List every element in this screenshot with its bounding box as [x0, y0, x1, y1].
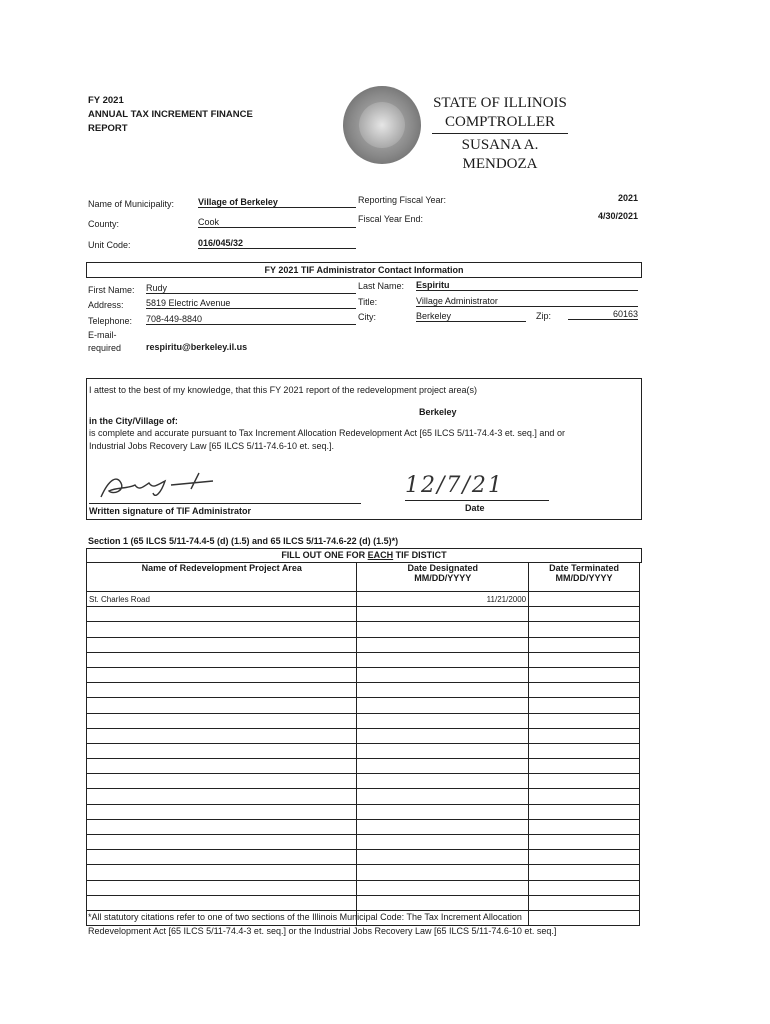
table-cell-terminated [529, 865, 640, 880]
table-cell-designated [357, 865, 529, 880]
tif-district-table [86, 562, 640, 926]
table-cell-designated [357, 804, 529, 819]
table-row [87, 774, 640, 789]
table-cell-designated [357, 698, 529, 713]
table-row [87, 728, 640, 743]
table-row [87, 713, 640, 728]
table-cell-terminated [529, 850, 640, 865]
municipality-value: Village of Berkeley [198, 197, 356, 208]
attest-city-value: Berkeley [419, 407, 457, 417]
footnote-line-2: Redevelopment Act [65 ILCS 5/11-74.4-3 et. seq.] or the Industrial Jobs Recovery Law [65 ILCS 5/11-74.6-10 et. seq.] [88, 926, 557, 936]
table-cell-terminated [529, 728, 640, 743]
table-cell-name [87, 895, 357, 910]
table-cell-designated [357, 835, 529, 850]
table-row [87, 804, 640, 819]
table-cell-name [87, 652, 357, 667]
email-label: E-mail- required [88, 330, 122, 353]
administrator-signature [95, 469, 255, 503]
last-name-label: Last Name: [358, 281, 405, 291]
table-cell-name [87, 789, 357, 804]
table-row [87, 743, 640, 758]
fiscal-year-label: Reporting Fiscal Year: [358, 195, 447, 205]
table-cell-terminated [529, 819, 640, 834]
tif-table-header [87, 563, 640, 592]
table-cell-name [87, 850, 357, 865]
table-cell-terminated [529, 880, 640, 895]
title-label: Title: [358, 297, 378, 307]
table-row [87, 850, 640, 865]
table-cell-terminated [529, 622, 640, 637]
table-cell-name [87, 622, 357, 637]
section1-instruction: FILL OUT ONE FOR EACH TIF DISTICT [86, 548, 642, 563]
footnote-line-1: *All statutory citations refer to one of two sections of the Illinois Municipal Code: The Tax Increment Allocation [88, 912, 522, 922]
signature-label: Written signature of TIF Administrator [89, 506, 252, 516]
table-cell-designated [357, 759, 529, 774]
table-row [87, 819, 640, 834]
county-value: Cook [198, 217, 356, 228]
table-cell-name [87, 819, 357, 834]
table-cell-terminated [529, 683, 640, 698]
attest-text-1: I attest to the best of my knowledge, that this FY 2021 report of the redevelopment project area(s) [89, 385, 478, 395]
table-row [87, 789, 640, 804]
table-cell-designated [357, 667, 529, 682]
table-cell-designated: 11/21/2000 [357, 592, 529, 607]
attest-text-3: Industrial Jobs Recovery Law [65 ILCS 5/11-74.6-10 et. seq.]. [89, 441, 334, 451]
table-row [87, 835, 640, 850]
table-cell-name [87, 728, 357, 743]
state-seal-icon [343, 86, 421, 164]
table-cell-terminated [529, 592, 640, 607]
table-cell-terminated [529, 804, 640, 819]
table-row [87, 652, 640, 667]
fiscal-year-value: 2021 [617, 193, 638, 203]
fiscal-end-label: Fiscal Year End: [358, 214, 424, 224]
table-row [87, 607, 640, 622]
report-subtitle: REPORT [88, 123, 128, 134]
table-cell-name [87, 683, 357, 698]
city-value: Berkeley [416, 311, 526, 322]
report-year: FY 2021 [88, 95, 124, 106]
comptroller-block [432, 94, 568, 174]
table-cell-terminated [529, 835, 640, 850]
footnote [88, 910, 648, 938]
table-row [87, 698, 640, 713]
table-cell-designated [357, 743, 529, 758]
table-cell-designated [357, 637, 529, 652]
table-cell-name: St. Charles Road [87, 592, 357, 607]
attest-text-2: is complete and accurate pursuant to Tax Increment Allocation Redevelopment Act [65 ILCS 5/11-74.4-3 et. seq.] and or [89, 428, 565, 438]
attest-city-label: in the City/Village of: [89, 416, 178, 426]
table-cell-terminated [529, 774, 640, 789]
table-cell-name [87, 774, 357, 789]
report-title: ANNUAL TAX INCREMENT FINANCE [88, 109, 253, 120]
unit-code-label: Unit Code: [88, 240, 131, 250]
col-name-header: Name of Redevelopment Project Area [87, 563, 357, 592]
table-cell-name [87, 865, 357, 880]
table-row [87, 683, 640, 698]
city-label: City: [358, 312, 376, 322]
attestation-box [86, 378, 642, 520]
table-cell-terminated [529, 652, 640, 667]
table-cell-terminated [529, 743, 640, 758]
comptroller-title: COMPTROLLER [444, 114, 555, 130]
unit-code-value: 016/045/32 [198, 238, 356, 249]
attest-date-value: 12/7/21 [405, 473, 504, 498]
table-cell-designated [357, 622, 529, 637]
table-cell-terminated [529, 895, 640, 910]
table-cell-terminated [529, 637, 640, 652]
first-name-label: First Name: [88, 285, 135, 295]
contact-section-header [86, 262, 642, 278]
table-cell-terminated [529, 713, 640, 728]
table-row [87, 637, 640, 652]
zip-label: Zip: [536, 311, 552, 321]
table-cell-designated [357, 880, 529, 895]
table-cell-designated [357, 652, 529, 667]
date-label: Date [465, 503, 485, 513]
table-cell-name [87, 880, 357, 895]
first-name-value: Rudy [146, 283, 356, 294]
municipality-label: Name of Municipality: [88, 199, 175, 209]
address-label: Address: [88, 300, 124, 310]
table-cell-designated [357, 607, 529, 622]
report-header [88, 94, 253, 136]
table-cell-name [87, 713, 357, 728]
table-cell-terminated [529, 667, 640, 682]
telephone-label: Telephone: [88, 316, 133, 326]
last-name-value: Espiritu [416, 280, 638, 291]
state-name: STATE OF ILLINOIS [433, 95, 567, 111]
email-value: respiritu@berkeley.il.us [146, 342, 248, 352]
title-value: Village Administrator [416, 296, 638, 307]
table-cell-designated [357, 895, 529, 910]
table-cell-designated [357, 713, 529, 728]
table-cell-name [87, 759, 357, 774]
col-designated-header: Date Designated MM/DD/YYYY [357, 563, 529, 592]
table-cell-name [87, 637, 357, 652]
table-cell-designated [357, 789, 529, 804]
table-cell-name [87, 667, 357, 682]
contact-section-title: FY 2021 TIF Administrator Contact Information [264, 265, 464, 275]
telephone-value: 708-449-8840 [146, 314, 356, 325]
address-value: 5819 Electric Avenue [146, 298, 356, 309]
table-cell-designated [357, 819, 529, 834]
table-row [87, 622, 640, 637]
county-label: County: [88, 219, 120, 229]
comptroller-name: SUSANA A. MENDOZA [461, 137, 539, 172]
table-cell-designated [357, 850, 529, 865]
table-cell-designated [357, 728, 529, 743]
table-cell-terminated [529, 698, 640, 713]
section1-heading: Section 1 (65 ILCS 5/11-74.4-5 (d) (1.5) and 65 ILCS 5/11-74.6-22 (d) (1.5)*) [88, 536, 399, 546]
table-cell-name [87, 804, 357, 819]
table-cell-designated [357, 683, 529, 698]
table-cell-terminated [529, 789, 640, 804]
col-terminated-header: Date Terminated MM/DD/YYYY [529, 563, 640, 592]
table-cell-name [87, 835, 357, 850]
table-cell-designated [357, 774, 529, 789]
table-row [87, 592, 640, 607]
table-row [87, 880, 640, 895]
table-row [87, 667, 640, 682]
table-cell-terminated [529, 607, 640, 622]
table-cell-name [87, 698, 357, 713]
table-cell-name [87, 743, 357, 758]
table-row [87, 759, 640, 774]
table-row [87, 895, 640, 910]
table-cell-terminated [529, 759, 640, 774]
table-cell-name [87, 607, 357, 622]
fiscal-end-value: 4/30/2021 [597, 211, 638, 221]
table-row [87, 865, 640, 880]
zip-value: 60163 [568, 309, 638, 320]
